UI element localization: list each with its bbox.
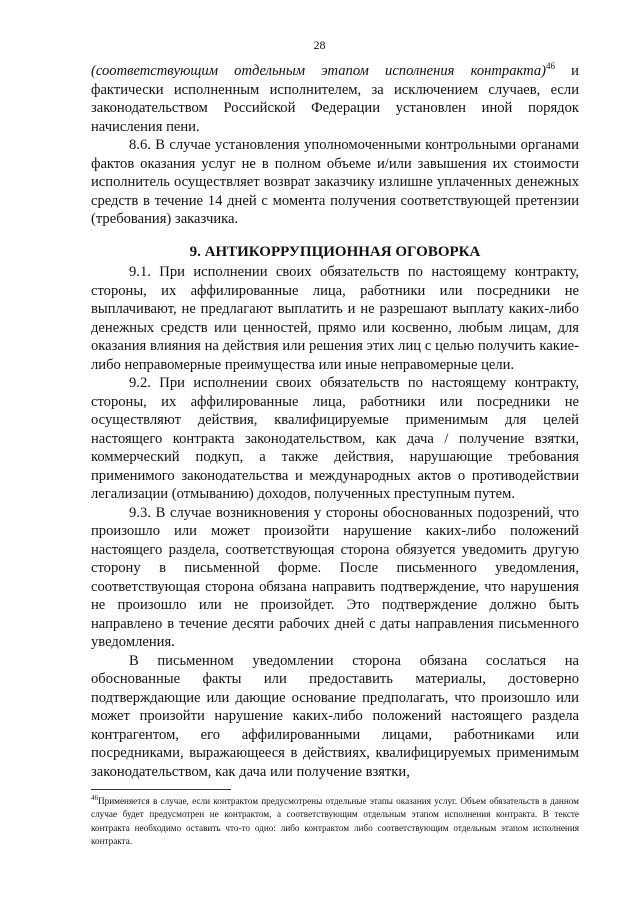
page-number: 28 (313, 38, 326, 52)
footnote-text: Применяется в случае, если контрактом предусмотрены отдельные этапы оказания услуг. Объем обязательств в данном случае будет предусмотрен не контрактом, а соответствующим отдельным этапом исполнения контракта. В тексте контракта необходимо оставить что-то одно: либо контрактом либо соответствующим отдельным этапом исполнения контракта. (91, 796, 579, 847)
section-heading: 9. АНТИКОРРУПЦИОННАЯ ОГОВОРКА (189, 243, 481, 260)
paragraph-9-1: 9.1. При исполнении своих обязательств по настоящему контракту, стороны, их аффилированные лица, работники или посредники не выплачивают, не предлагают выплатить и не разрешают выплату каких-либо денежных средств или ценностей, прямо или косвенно, любым лицам, для оказания влияния на действия или решения этих лиц с целью получить какие-либо неправомерные преимущества или иные неправомерные цели. (91, 264, 579, 373)
footnote (91, 795, 579, 849)
paragraph-notice: В письменном уведомлении сторона обязана сослаться на обоснованные факты или предоставить материалы, достоверно подтверждающие или дающие основание предполагать, что произошло или может произойти нарушение каких-либо положений настоящего раздела контрагентом, его аффилированными лицами, работниками или посредниками, выражающееся в действиях, квалифицируемых применимым законодательством, как дача или получение взятки, (91, 652, 579, 780)
paragraph-8-6: 8.6. В случае установления уполномоченными контрольными органами фактов оказания услуг не в полном объеме и/или завышения их стоимости исполнитель осуществляет возврат заказчику излишне уплаченных денежных средств в течение 14 дней с момента получения соответствующей претензии (требования) заказчика. (91, 137, 579, 227)
page-body (91, 62, 579, 781)
paragraph-9-3: 9.3. В случае возникновения у стороны обоснованных подозрений, что произошло или может произойти нарушение каких-либо положений настоящего раздела, соответствующая сторона обязуется уведомить другую сторону в письменной форме. После письменного уведомления, соответствующая сторона обязана направить подтверждение, что нарушения не произошло или не произойдет. Это подтверждение должно быть направлено в течение десяти рабочих дней с даты направления письменного уведомления. (91, 504, 579, 650)
footnote-reference[interactable]: 46 (546, 61, 556, 72)
footnote-divider (91, 789, 231, 790)
paragraph-9-2: 9.2. При исполнении своих обязательств по настоящему контракту, стороны, их аффилированные лица, работники или посредники не осуществляют действия, квалифицируемые применимым для целей настоящего контракта законодательством, как дача / получение взятки, коммерческий подкуп, а также действия, нарушающие требования применимого законодательства и международных актов о противодействии легализации (отмыванию) доходов, полученных преступным путем. (91, 375, 579, 502)
paragraph-continuation (91, 62, 579, 136)
footnote-marker: 46 (91, 793, 98, 802)
italic-phrase: (соответствующим отдельным этапом исполнения контракта) (91, 63, 547, 79)
paragraph-continuation-text: и фактически исполненным исполнителем, за исключением случаев, если законодательством Российской Федерации установлен иной порядок начисления пени. (91, 63, 579, 135)
